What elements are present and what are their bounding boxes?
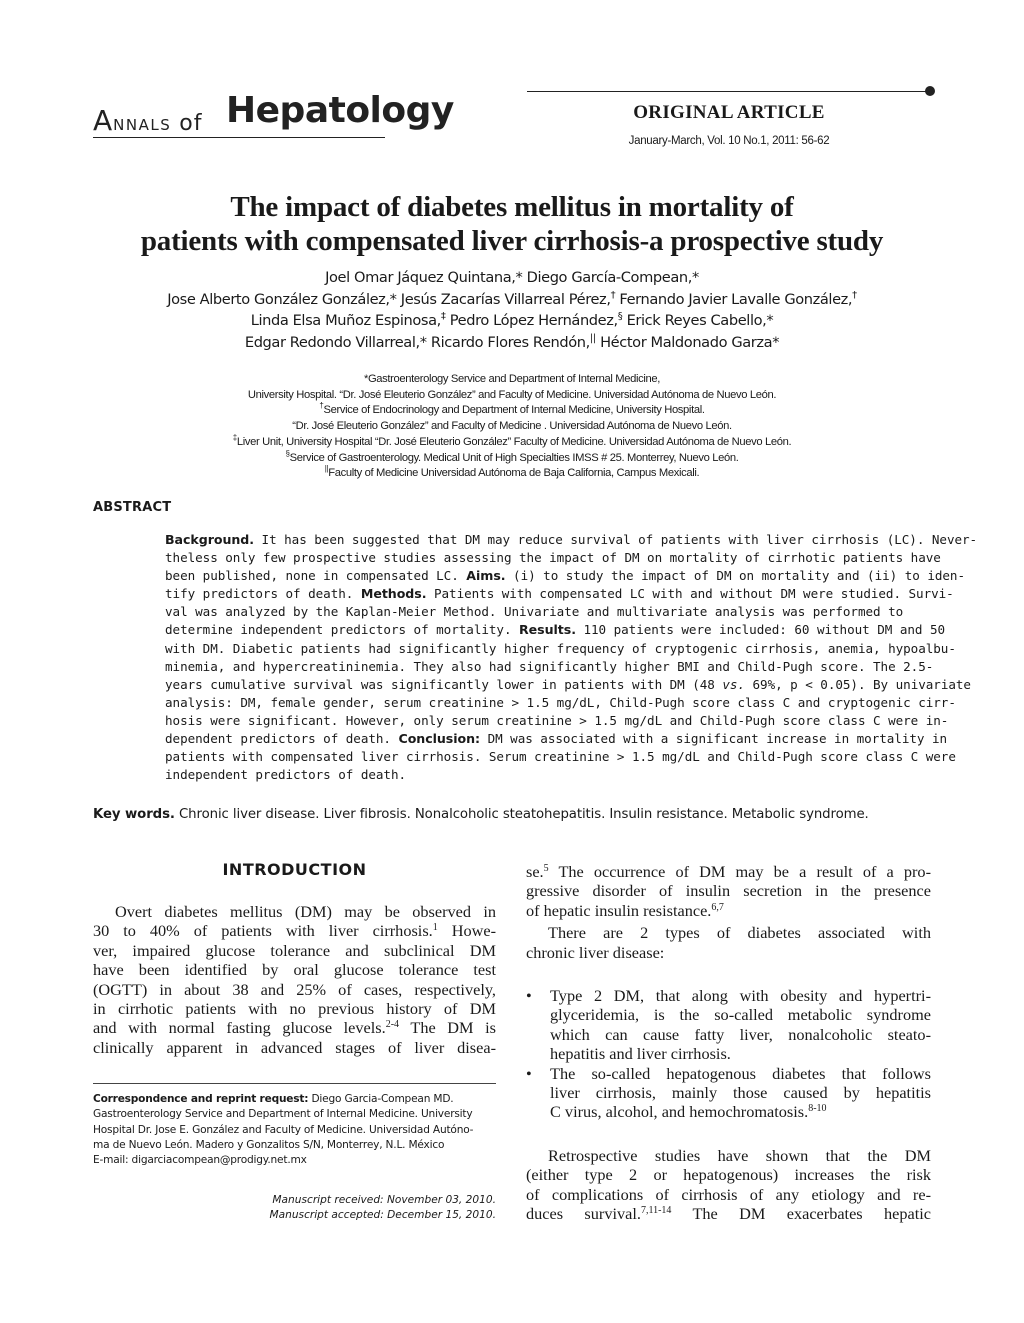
bullet-line: liver cirrhosis, mainly those caused by hepatitis	[550, 1083, 931, 1103]
affiliation-line: *Gastroenterology Service and Department of Internal Medicine,	[363, 373, 661, 385]
body-line: have been identified by oral glucose tolerance test	[93, 960, 496, 980]
abstract-line: minemia, and hypercreatininemia. They also had significantly higher BMI and Child-Pugh score. The 2.5-	[165, 658, 934, 674]
bullet-line: Type 2 DM, that along with obesity and hypertri-	[550, 986, 931, 1006]
right-column-text	[526, 862, 931, 1224]
abstract-line: determine independent predictors of mortality. Results. 110 patients were included: 60 without DM and 50	[165, 622, 946, 638]
footnote-separator	[93, 1083, 496, 1084]
header-rule	[527, 91, 929, 92]
body-line: and with normal fasting glucose levels.$^{2-4}$ The DM is	[93, 1018, 497, 1038]
abstract-body	[165, 531, 978, 784]
manuscript-accepted: Manuscript accepted: December 15, 2010.	[269, 1209, 496, 1222]
affiliation-line: ‡Liver Unit, University Hospital “Dr. José Eleuterio González” Faculty of Medicine. Universidad Autónoma de Nuevo León.	[232, 432, 792, 448]
affiliation-line: University Hospital. “Dr. José Eleuterio González” and Faculty of Medicine. Universidad Autónoma de Nuevo León.	[247, 388, 777, 401]
abstract-line: tify predictors of death. Methods. Patients with compensated LC with and without DM were studied. Survi-	[165, 586, 954, 602]
article-type: ORIGINAL ARTICLE	[633, 102, 825, 123]
journal-logo	[93, 88, 454, 140]
manuscript-dates	[200, 1193, 496, 1224]
correspondence-line: Hospital Dr. Jose E. González and Faculty of Medicine. Universidad Autóno-	[93, 1123, 474, 1136]
keywords-label: Key words.	[93, 807, 175, 822]
body-line: Retrospective studies have shown that the DM	[548, 1145, 931, 1165]
bullet-line: The so-called hepatogenous diabetes that follows	[550, 1063, 931, 1083]
body-line: Overt diabetes mellitus (DM) may be observed in	[115, 902, 496, 921]
body-line: of complications of cirrhosis of any etiology and re-	[526, 1184, 931, 1204]
left-column-text	[93, 902, 496, 1057]
bullet-dot: •	[526, 986, 532, 1006]
introduction-heading: INTRODUCTION	[222, 860, 367, 879]
body-line: gressive disorder of insulin secretion in the presence	[526, 881, 931, 901]
body-line: 30 to 40% of patients with liver cirrhosis.$^1$ Howe-	[93, 921, 497, 941]
title-line-1: The impact of diabetes mellitus in mortality of	[230, 191, 794, 223]
keywords	[93, 807, 953, 822]
body-line: duces survival.$^{7,11-14}$ The DM exacerbates hepatic	[526, 1204, 931, 1224]
bullet-line: C virus, alcohol, and hemochromatosis.$^{8-10}$	[550, 1102, 827, 1122]
bullet-dot: •	[526, 1063, 532, 1083]
bullet-item	[526, 986, 931, 1064]
body-line: chronic liver disease:	[526, 942, 665, 962]
article-title	[80, 190, 944, 258]
bullet-line: glyceridemia, is the so-called metabolic syndrome	[550, 1005, 931, 1025]
affiliations	[80, 372, 944, 482]
affiliation-line: †Service of Endocrinology and Department of Internal Medicine, University Hospital.	[319, 401, 705, 417]
body-line: of hepatic insulin resistance.$^{6,7}$	[526, 900, 724, 920]
abstract-line: years cumulative survival was significantly lower in patients with DM (48 vs. 69%, p < 0.05). By univariate	[165, 676, 971, 692]
citation: January-March, Vol. 10 No.1, 2011: 56-62	[628, 135, 830, 147]
manuscript-received: Manuscript received: November 03, 2010.	[272, 1194, 496, 1206]
bullet-line: hepatitis and liver cirrhosis.	[550, 1044, 731, 1064]
bullet-item	[526, 1064, 931, 1122]
body-line: ver, impaired glucose tolerance and subclinical DM	[93, 940, 496, 960]
journal-name-annals: Annals of	[93, 104, 203, 137]
author-line-3: Linda Elsa Muñoz Espinosa,‡ Pedro López Hernández,§ Erick Reyes Cabello,*	[250, 311, 774, 329]
header-rule-dot	[925, 86, 935, 96]
correspondence-line: Gastroenterology Service and Department of Internal Medicine. University	[93, 1108, 473, 1121]
affiliation-line: §Service of Gastroenterology. Medical Unit of High Specialties IMSS # 25. Monterrey, Nuevo León.	[285, 448, 739, 464]
body-line: (OGTT) in about 38 and 25% of cases, respectively,	[93, 979, 496, 999]
bullet-line: which can cause fatty liver, nonalcoholic steato-	[550, 1024, 931, 1044]
author-line-4: Edgar Redondo Villarreal,* Ricardo Flores Rendón,|| Héctor Maldonado Garza*	[244, 332, 780, 351]
correspondence-email: E-mail: digarciacompean@prodigy.net.mx	[93, 1154, 307, 1167]
body-line: in cirrhotic patients with no previous history of DM	[93, 999, 496, 1019]
logo-underline	[93, 137, 385, 138]
body-line: clinically apparent in advanced stages of liver disea-	[93, 1037, 496, 1057]
abstract-line: with DM. Diabetic patients had significantly higher frequency of cryptogenic cirrhosis, anemia, hypoalbu-	[165, 640, 956, 656]
body-line: se.$^5$ The occurrence of DM may be a result of a pro-	[526, 862, 931, 881]
correspondence-line: ma de Nuevo León. Madero y Gonzalitos S/N, Monterrey, N.L. México	[93, 1138, 445, 1151]
journal-name-hepatology: Hepatology	[226, 90, 454, 131]
abstract-line: patients with compensated liver cirrhosis. Serum creatinine > 1.5 mg/dL and Child-Pugh score class C were	[165, 749, 956, 765]
author-line-2: Jose Alberto González González,* Jesús Zacarías Villarreal Pérez,† Fernando Javier Lavalle González,†	[167, 289, 857, 308]
abstract-line: Background. It has been suggested that DM may reduce survival of patients with liver cirrhosis (LC). Never-	[165, 532, 978, 547]
body-line: (either type 2 or hepatogenous) increases the risk	[526, 1165, 931, 1185]
title-line-2: patients with compensated liver cirrhosis-a prospective study	[140, 225, 884, 257]
abstract-line: dependent predictors of death. Conclusion: DM was associated with a significant increase in mortality in	[165, 731, 948, 747]
abstract-line: been published, none in compensated LC. Aims. (i) to study the impact of DM on mortality and (ii) to iden-	[165, 568, 965, 584]
affiliation-line: “Dr. José Eleuterio González” and Faculty of Medicine . Universidad Autónoma de Nuevo León.	[292, 420, 732, 433]
abstract-line: theless only few prospective studies assessing the impact of DM on mortality of cirrhotic patients have	[165, 550, 941, 566]
abstract-line: independent predictors of death.	[165, 767, 407, 783]
author-list	[80, 267, 944, 353]
abstract-line: analysis: DM, female gender, serum creatinine > 1.5 mg/dL, Child-Pugh score class C and cryptogenic cirr-	[165, 694, 956, 710]
body-line: There are 2 types of diabetes associated with	[548, 923, 931, 943]
author-line-1: Joel Omar Jáquez Quintana,* Diego García-Compean,*	[325, 269, 699, 286]
correspondence-block	[93, 1092, 513, 1168]
keywords-text: Chronic liver disease. Liver fibrosis. Nonalcoholic steatohepatitis. Insulin resistance. Metabolic syndrome.	[179, 807, 869, 822]
abstract-heading: ABSTRACT	[93, 500, 172, 515]
abstract-line: hosis were significant. However, only serum creatinine > 1.5 mg/dL and Child-Pugh score class C were in-	[165, 712, 949, 728]
abstract-line: val was analyzed by the Kaplan-Meier Method. Univariate and multivariate analysis was performed to	[165, 604, 904, 620]
affiliation-line: ||Faculty of Medicine Universidad Autónoma de Baja California, Campus Mexicali.	[324, 464, 700, 480]
correspondence-line: Correspondence and reprint request: Diego Garcia-Compean MD.	[93, 1093, 454, 1105]
